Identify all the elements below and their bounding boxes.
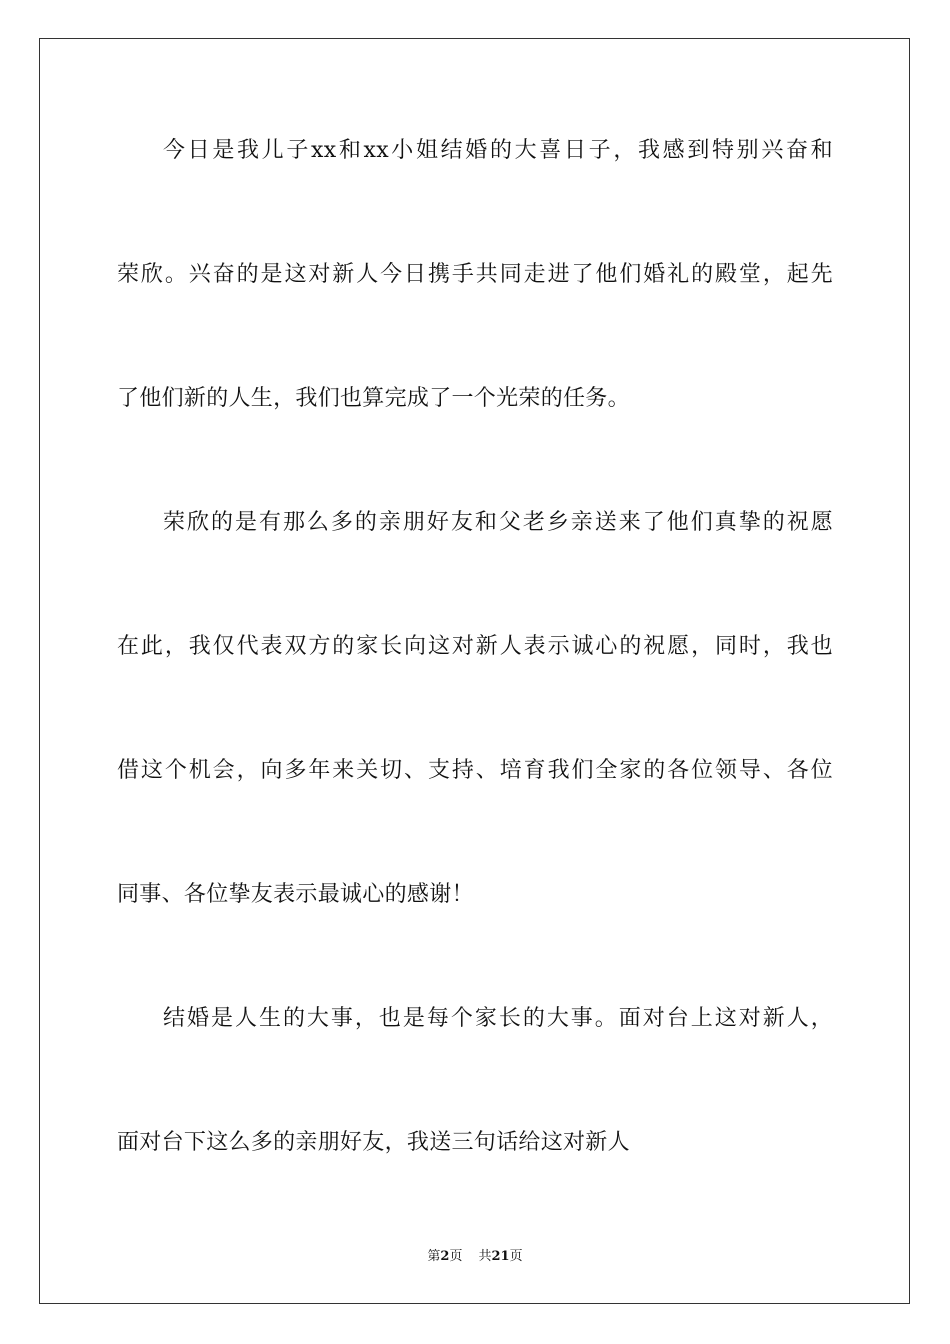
total-prefix: 共 [478,1249,492,1264]
page-prefix: 第 [427,1249,441,1264]
paragraph-line: 今日是我儿子xx和xx小姐结婚的大喜日子，我感到特别兴奋和 [163,138,833,163]
paragraph-line: 荣欣的是有那么多的亲朋好友和父老乡亲送来了他们真挚的祝愿 [163,510,833,535]
paragraph-line: 面对台下这么多的亲朋好友，我送三句话给这对新人 [117,1130,630,1155]
paragraph-line: 结婚是人生的大事，也是每个家长的大事。面对台上这对新人， [163,1006,833,1031]
paragraph-line: 借这个机会，向多年来关切、支持、培育我们全家的各位领导、各位 [117,758,833,783]
page-total: 21 [491,1249,510,1264]
page-current: 2 [440,1249,450,1264]
page-frame [39,38,910,1304]
paragraph-line: 在此，我仅代表双方的家长向这对新人表示诚心的祝愿，同时，我也 [117,634,833,659]
page-footer [0,1248,950,1266]
page-suffix: 页 [449,1249,463,1264]
total-suffix: 页 [509,1249,523,1264]
paragraph-line: 同事、各位挚友表示最诚心的感谢！ [117,882,474,907]
paragraph-line: 荣欣。兴奋的是这对新人今日携手共同走进了他们婚礼的殿堂，起先 [117,262,833,287]
paragraph-line: 了他们新的人生，我们也算完成了一个光荣的任务。 [117,386,630,411]
